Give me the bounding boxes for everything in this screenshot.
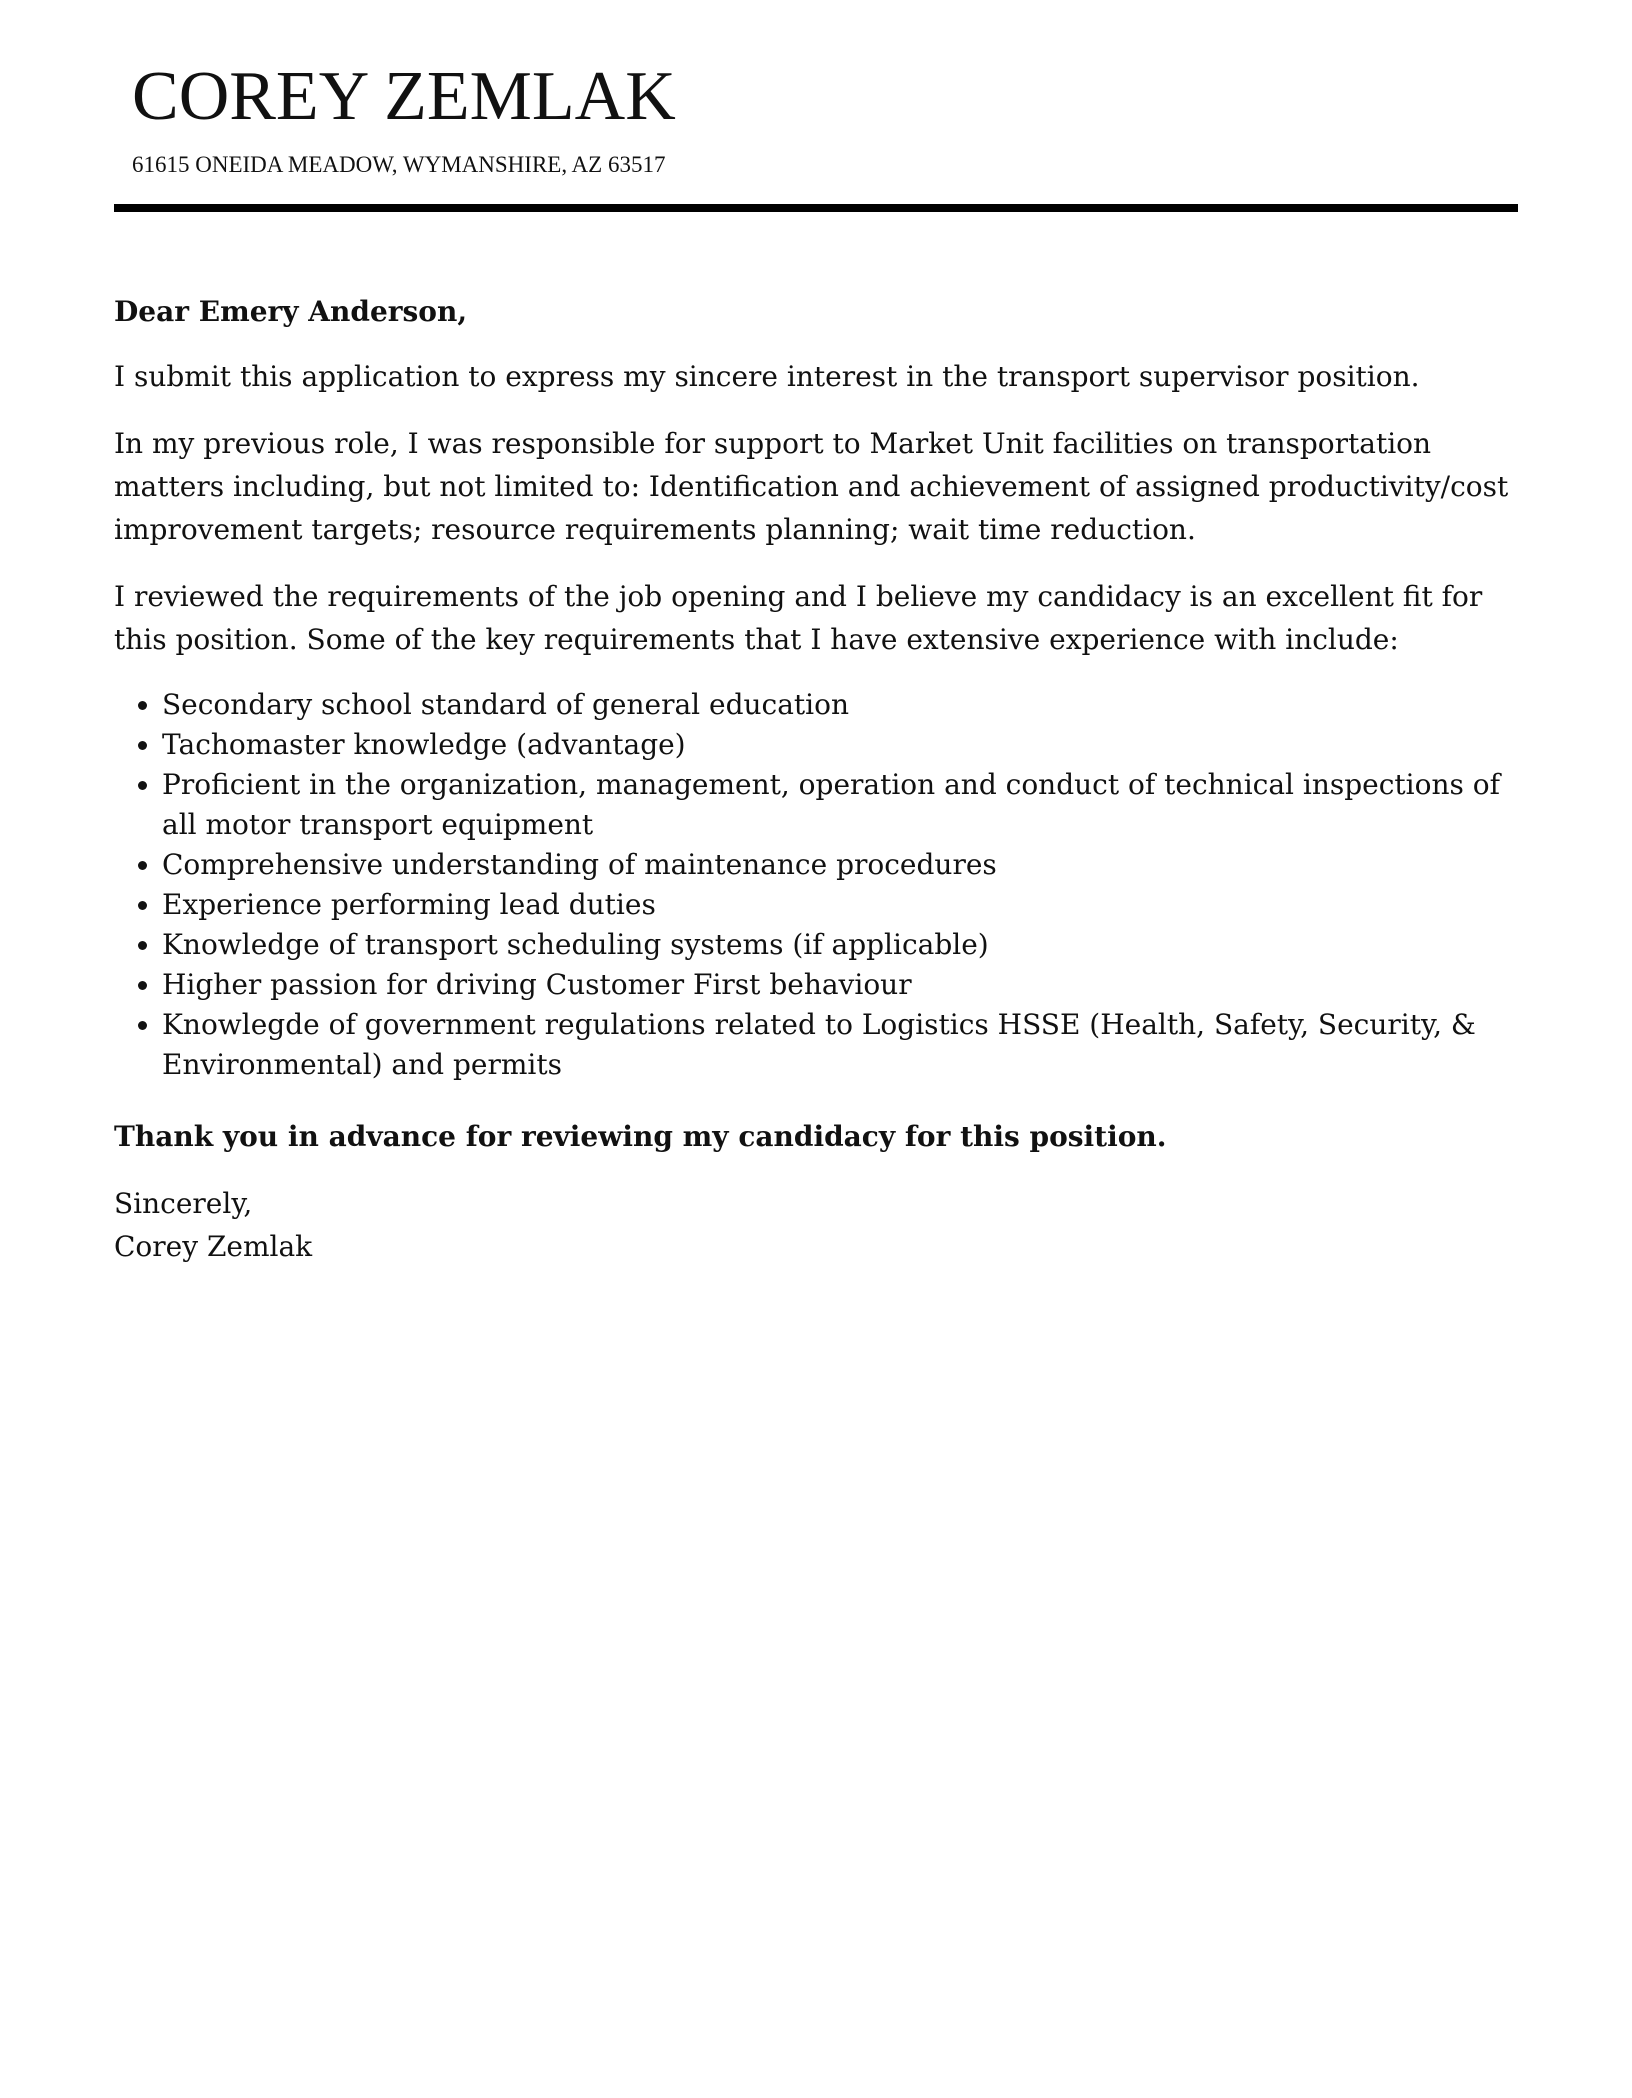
salutation: Dear Emery Anderson,	[114, 295, 468, 328]
list-item: • Tachomaster knowledge (advantage)	[162, 725, 1514, 765]
experience-paragraph: In my previous role, I was responsible for support to Market Unit facilities on transportation matters including, but not limited to: Identification and achievement of assigned productivity/cost improvement targets; resource requirements planning; wait time reduction.	[114, 427, 1509, 546]
intro-paragraph: I submit this application to express my sincere interest in the transport supervisor position.	[114, 360, 1420, 393]
letter-header	[132, 58, 1512, 177]
list-item: • Secondary school standard of general education	[162, 685, 1514, 725]
signoff: Sincerely,	[114, 1187, 253, 1220]
list-item: • Knowlegde of government regulations related to Logistics HSSE (Health, Safety, Security, & Environmental) and permits	[162, 1005, 1514, 1085]
letter-body	[114, 290, 1514, 1268]
requirements-list	[114, 685, 1514, 1085]
list-item: • Proficient in the organization, management, operation and conduct of technical inspections of all motor transport equipment	[162, 765, 1514, 845]
list-item: • Knowledge of transport scheduling systems (if applicable)	[162, 925, 1514, 965]
list-item: • Higher passion for driving Customer First behaviour	[162, 965, 1514, 1005]
list-item: • Experience performing lead duties	[162, 885, 1514, 925]
requirements-intro-paragraph: I reviewed the requirements of the job opening and I believe my candidacy is an excellent fit for this position. Some of the key requirements that I have extensive experience with include:	[114, 580, 1483, 656]
signature-name: Corey Zemlak	[114, 1230, 313, 1263]
signoff-block	[114, 1182, 1514, 1268]
applicant-name: COREY ZEMLAK	[132, 58, 676, 135]
closing-statement: Thank you in advance for reviewing my candidacy for this position.	[114, 1120, 1167, 1153]
applicant-address: 61615 ONEIDA MEADOW, WYMANSHIRE, AZ 63517	[132, 152, 666, 177]
header-divider	[114, 204, 1518, 212]
list-item: • Comprehensive understanding of maintenance procedures	[162, 845, 1514, 885]
